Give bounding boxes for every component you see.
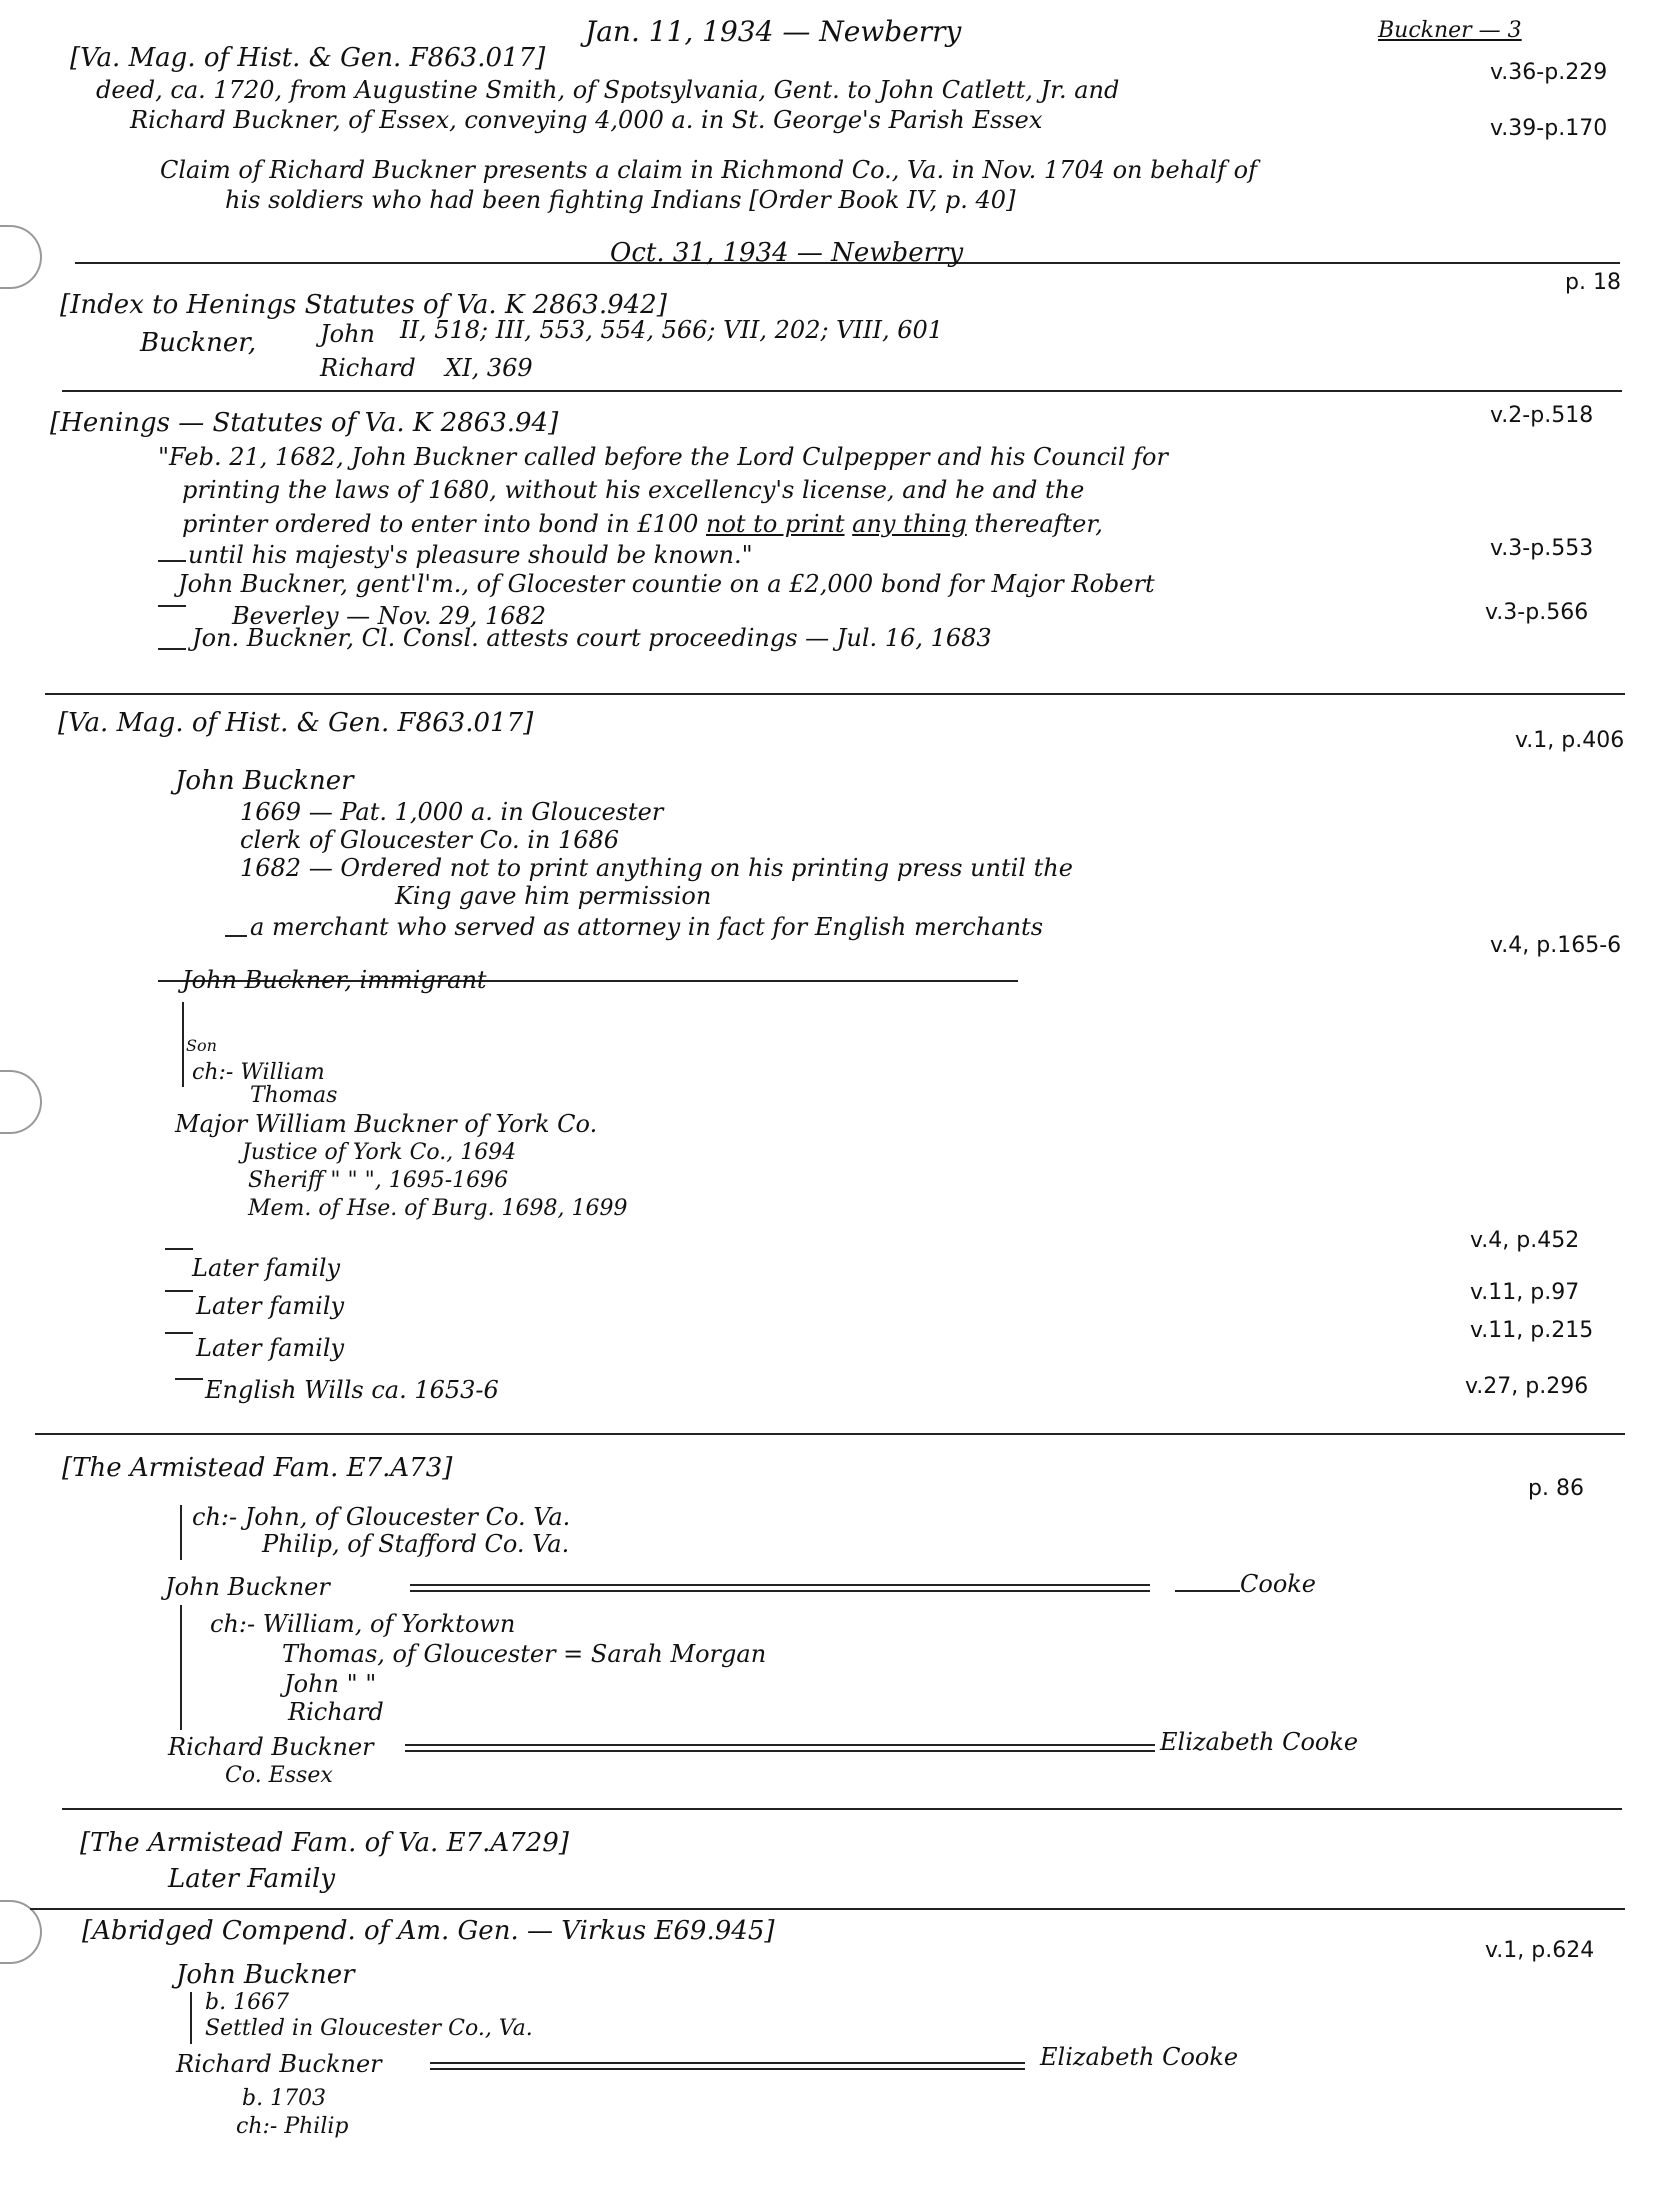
underlined-text: not to print [706, 510, 845, 538]
entry-line: clerk of Gloucester Co. in 1686 [240, 826, 620, 854]
underlined-text: any thing [852, 510, 967, 538]
entry-line: b. 1667 [205, 1990, 290, 2015]
child-entry: ch:- William [192, 1060, 325, 1085]
source-citation: [Henings — Statutes of Va. K 2863.94] [50, 408, 559, 438]
tree-connector [190, 1992, 192, 2044]
entry-dash [165, 1290, 193, 1292]
entry-line: 1682 — Ordered not to print anything on his printing press until the [240, 854, 1073, 882]
relation-label: Son [186, 1036, 217, 1055]
entry-dash [158, 648, 186, 650]
person-name: John Buckner [175, 766, 354, 796]
tree-connector [180, 1605, 182, 1730]
person-name: Major William Buckner of York Co. [175, 1110, 598, 1138]
volume-reference: v.3-p.553 [1490, 536, 1594, 561]
volume-reference: v.27, p.296 [1465, 1374, 1589, 1399]
child-entry: Thomas, of Gloucester = Sarah Morgan [282, 1640, 767, 1668]
index-values: II, 518; III, 553, 554, 566; VII, 202; VIII, 601 [400, 316, 944, 344]
text-run [845, 510, 853, 538]
entry-line: "Feb. 21, 1682, John Buckner called before the Lord Culpepper and his Council for [158, 443, 1168, 471]
punch-hole-top [0, 225, 42, 289]
spouse-name: Elizabeth Cooke [1160, 1728, 1359, 1756]
source-citation: [The Armistead Fam. E7.A73] [62, 1453, 453, 1483]
child-entry: ch:- William, of Yorktown [210, 1610, 516, 1638]
section-divider [45, 693, 1625, 695]
entry-line: Later Family [168, 1864, 336, 1894]
entry-line: 1669 — Pat. 1,000 a. in Gloucester [240, 798, 664, 826]
volume-reference: v.4, p.165-6 [1490, 933, 1622, 958]
person-name: John Buckner [176, 1960, 355, 1990]
entry-line: King gave him permission [395, 882, 712, 910]
entry-line: deed, ca. 1720, from Augustine Smith, of Spotsylvania, Gent. to John Catlett, Jr. and [96, 76, 1120, 104]
index-values: XI, 369 [445, 354, 533, 382]
source-citation: [Index to Henings Statutes of Va. K 2863.942] [60, 290, 667, 320]
entry-dash [165, 1332, 193, 1334]
marriage-line [405, 1744, 1155, 1752]
text-run: thereafter, [966, 510, 1103, 538]
volume-reference: v.39-p.170 [1490, 116, 1608, 141]
volume-reference: v.11, p.215 [1470, 1318, 1594, 1343]
volume-reference: v.4, p.452 [1470, 1228, 1580, 1253]
surname: Buckner, [140, 328, 257, 358]
entry-line: Settled in Gloucester Co., Va. [205, 2016, 533, 2041]
tree-connector [180, 1505, 182, 1560]
section-divider [62, 1808, 1622, 1810]
entry-line: Co. Essex [225, 1763, 333, 1788]
entry-line: Later family [196, 1334, 345, 1362]
entry-dash [158, 560, 186, 562]
entry-line: Jon. Buckner, Cl. Consl. attests court proceedings — Jul. 16, 1683 [192, 624, 992, 652]
entry-line: Beverley — Nov. 29, 1682 [232, 602, 547, 630]
volume-reference: v.11, p.97 [1470, 1280, 1580, 1305]
volume-reference: v.3-p.566 [1485, 600, 1589, 625]
child-entry: John " " [284, 1670, 377, 1698]
entry-dash [158, 605, 186, 607]
page-tag: Buckner — 3 [1378, 18, 1522, 43]
entry-line: Later family [196, 1292, 345, 1320]
entry-line [182, 512, 1103, 536]
source-citation: [Va. Mag. of Hist. & Gen. F863.017] [58, 708, 534, 738]
person-name: Richard Buckner [168, 1733, 374, 1761]
source-citation: [Abridged Compend. of Am. Gen. — Virkus E69.945] [82, 1916, 775, 1946]
section-divider [35, 1433, 1625, 1435]
volume-reference: v.2-p.518 [1490, 403, 1594, 428]
entry-line: Later family [192, 1254, 341, 1282]
given-name: Richard [320, 354, 416, 382]
child-entry: Philip, of Stafford Co. Va. [262, 1530, 570, 1558]
entry-line: a merchant who served as attorney in fact for English merchants [250, 913, 1044, 941]
person-name: John Buckner, immigrant [182, 966, 487, 994]
entry-line: Sheriff " " ", 1695-1696 [248, 1168, 509, 1193]
volume-reference: p. 18 [1565, 270, 1621, 295]
volume-reference: v.1, p.406 [1515, 728, 1625, 753]
spouse-name: Elizabeth Cooke [1040, 2043, 1239, 2071]
entry-dash [225, 935, 247, 937]
child-entry: ch:- Philip [236, 2114, 349, 2139]
entry-line: until his majesty's pleasure should be known." [188, 541, 753, 569]
header-date: Jan. 11, 1934 — Newberry [585, 15, 962, 48]
entry-dash [175, 1378, 203, 1380]
entry-dash [165, 1248, 193, 1250]
source-citation: [Va. Mag. of Hist. & Gen. F863.017] [70, 43, 546, 73]
child-entry: Thomas [250, 1083, 338, 1108]
section-date: Oct. 31, 1934 — Newberry [610, 238, 964, 268]
entry-line: John Buckner, gent'l'm., of Glocester countie on a £2,000 bond for Major Robert [178, 570, 1155, 598]
entry-line: Justice of York Co., 1694 [242, 1140, 517, 1165]
entry-line: b. 1703 [242, 2086, 327, 2111]
entry-line: Richard Buckner, of Essex, conveying 4,000 a. in St. George's Parish Essex [130, 106, 1043, 134]
marriage-line [430, 2062, 1025, 2070]
entry-line: English Wills ca. 1653-6 [205, 1376, 499, 1404]
tree-connector [182, 1002, 184, 1087]
person-name: John Buckner [165, 1573, 330, 1601]
source-citation: [The Armistead Fam. of Va. E7.A729] [80, 1828, 569, 1858]
given-name: John [320, 320, 375, 348]
volume-reference: v.1, p.624 [1485, 1938, 1595, 1963]
person-name: Richard Buckner [176, 2050, 382, 2078]
spouse-name: Cooke [1240, 1570, 1317, 1598]
punch-hole-middle [0, 1070, 42, 1134]
section-divider [30, 1908, 1625, 1910]
volume-reference: p. 86 [1528, 1476, 1584, 1501]
volume-reference: v.36-p.229 [1490, 60, 1608, 85]
entry-line: printing the laws of 1680, without his excellency's license, and he and the [182, 476, 1085, 504]
entry-line: Claim of Richard Buckner presents a claim in Richmond Co., Va. in Nov. 1704 on behalf of [160, 156, 1257, 184]
entry-line: his soldiers who had been fighting Indians [Order Book IV, p. 40] [225, 186, 1016, 214]
child-entry: ch:- John, of Gloucester Co. Va. [192, 1503, 571, 1531]
marriage-line [1175, 1590, 1240, 1592]
text-run: printer ordered to enter into bond in £100 [182, 510, 706, 538]
child-entry: Richard [288, 1698, 384, 1726]
marriage-line [410, 1584, 1150, 1592]
section-divider [62, 390, 1622, 392]
entry-line: Mem. of Hse. of Burg. 1698, 1699 [248, 1196, 628, 1221]
